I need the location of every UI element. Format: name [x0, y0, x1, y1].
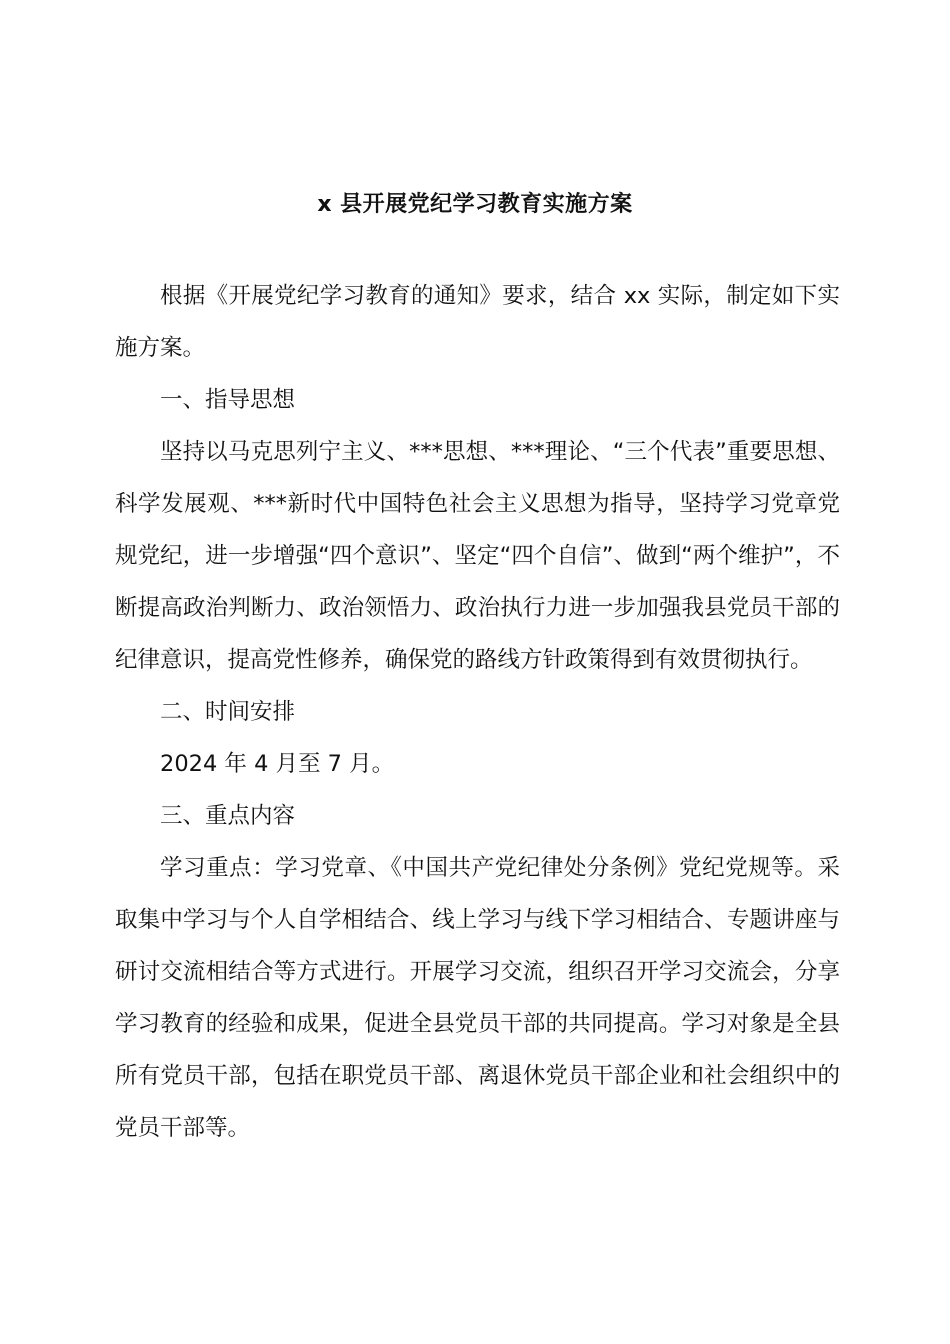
paragraph-guiding-ideology: 坚持以马克思列宁主义、***思想、***理论、“三个代表”重要思想、科学发展观、***新时代中国特色社会主义思想为指导，坚持学习党章党规党纪，进一步增强“四个意识”、坚定“四个自信”、做到“两个维护”，不断提高政治判断力、政治领悟力、政治执行力进一步加强我县党员干部的纪律意识，提高党性修养，确保党的路线方针政策得到有效贯彻执行。: [115, 439, 840, 673]
heading-guiding-ideology: 一、指导思想: [160, 387, 296, 413]
paragraph-key-content: 学习重点：学习党章、《中国共产党纪律处分条例》党纪党规等。采取集中学习与个人自学相结合、线上学习与线下学习相结合、专题讲座与研讨交流相结合等方式进行。开展学习交流，组织召开学习交流会，分享学习教育的经验和成果，促进全县党员干部的共同提高。学习对象是全县所有党员干部，包括在职党员干部、离退休党员干部企业和社会组织中的党员干部等。: [115, 855, 840, 1141]
paragraph-intro: 根据《开展党纪学习教育的通知》要求，结合 xx 实际，制定如下实施方案。: [115, 283, 840, 361]
document-body: [115, 270, 840, 1154]
heading-schedule: 二、时间安排: [160, 699, 296, 725]
document-title: x 县开展党纪学习教育实施方案: [317, 192, 633, 217]
paragraph-schedule: 2024 年 4 月至 7 月。: [160, 751, 395, 777]
heading-key-content: 三、重点内容: [160, 803, 296, 829]
